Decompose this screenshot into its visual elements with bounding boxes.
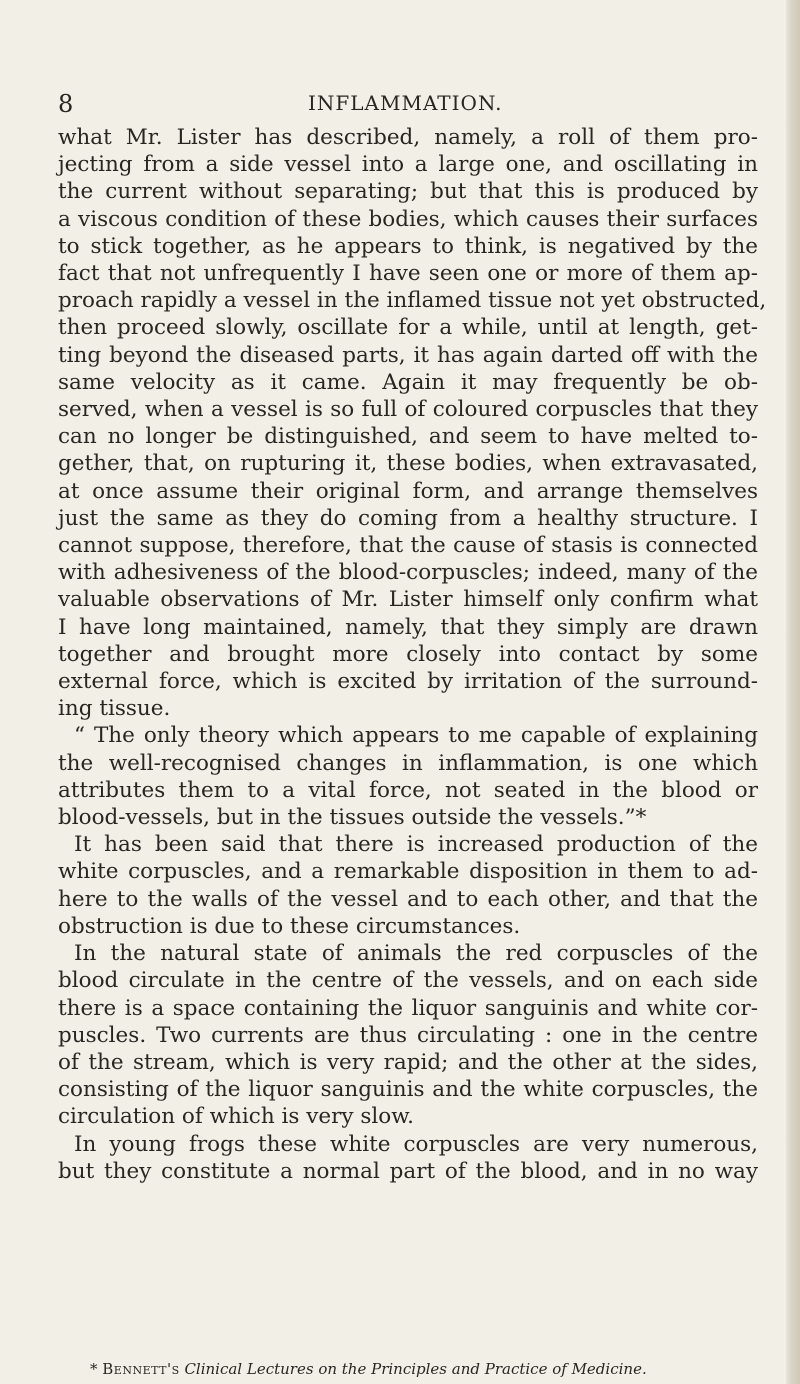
page-edge-shadow <box>786 0 800 1384</box>
footnote-author: Bennett's <box>102 1360 180 1378</box>
text-line: In the natural state of animals the red corpuscles of the <box>74 941 758 967</box>
text-line: together and brought more closely into contact by some <box>58 641 758 667</box>
text-line: what Mr. Lister has described, namely, a roll of them pro- <box>58 125 758 150</box>
text-line: valuable observations of Mr. Lister himself only confirm what <box>58 587 758 613</box>
text-line: puscles. Two currents are thus circulating : one in the centre <box>58 1022 758 1048</box>
text-line: of the stream, which is very rapid; and the other at the sides, <box>58 1049 758 1075</box>
text-line: but they constitute a normal part of the blood, and in no way <box>58 1158 758 1184</box>
text-line: I have long maintained, namely, that they simply are drawn <box>58 614 758 640</box>
running-head: INFLAMMATION. <box>308 91 503 115</box>
text-line: at once assume their original form, and arrange themselves <box>58 478 758 504</box>
text-line: blood circulate in the centre of the vessels, and on each side <box>58 968 758 994</box>
text-line: consisting of the liquor sanguinis and the white corpuscles, the <box>58 1077 758 1103</box>
text-line: to stick together, as he appears to think, is negatived by the <box>58 233 758 259</box>
quote-line: attributes them to a vital force, not seated in the blood or <box>58 777 758 803</box>
text-line: cannot suppose, therefore, that the cause of stasis is connected <box>58 533 758 559</box>
text-line: just the same as they do coming from a healthy structure. I <box>58 505 758 531</box>
text-line: same velocity as it came. Again it may frequently be ob- <box>58 369 758 395</box>
paragraph-end-line: circulation of which is very slow. <box>58 1104 414 1130</box>
text-line: then proceed slowly, oscillate for a while, until at length, get- <box>58 315 758 341</box>
text-line: It has been said that there is increased production of the <box>74 832 758 858</box>
text-line: white corpuscles, and a remarkable disposition in them to ad- <box>58 859 758 885</box>
page-number: 8 <box>58 90 74 118</box>
text-line: jecting from a side vessel into a large one, and oscillating in <box>58 152 758 178</box>
footnote-marker: * <box>90 1360 98 1378</box>
text-line: proach rapidly a vessel in the inflamed tissue not yet obstructed, <box>58 288 767 314</box>
text-line: external force, which is excited by irritation of the surround- <box>58 669 758 695</box>
text-line: there is a space containing the liquor sanguinis and white cor- <box>58 995 758 1021</box>
text-line: ting beyond the diseased parts, it has again darted off with the <box>58 342 758 368</box>
footnote-title: Clinical Lectures on the Principles and Practice of Medicine. <box>184 1360 647 1378</box>
footnote <box>90 1360 750 1378</box>
text-line: a viscous condition of these bodies, which causes their surfaces <box>58 206 758 232</box>
text-line: the current without separating; but that this is produced by <box>58 179 758 205</box>
text-line: fact that not unfrequently I have seen one or more of them ap- <box>58 261 758 287</box>
quote-line: “ The only theory which appears to me capable of explaining <box>74 723 758 749</box>
paragraph-end-line: obstruction is due to these circumstances. <box>58 913 521 939</box>
text-line: can no longer be distinguished, and seem to have melted to- <box>58 424 758 450</box>
quote-line: the well-recognised changes in inflammation, is one which <box>58 750 758 776</box>
text-line: served, when a vessel is so full of coloured corpuscles that they <box>58 397 758 423</box>
paragraph-end-line: ing tissue. <box>58 696 171 722</box>
page-header <box>58 90 748 120</box>
text-line: In young frogs these white corpuscles are very numerous, <box>74 1131 758 1157</box>
body-text <box>58 124 767 1185</box>
text-line: here to the walls of the vessel and to each other, and that the <box>58 886 758 912</box>
text-line: with adhesiveness of the blood-corpuscles; indeed, many of the <box>58 560 758 586</box>
text-line: gether, that, on rupturing it, these bodies, when extravasated, <box>58 451 758 477</box>
quote-end-line: blood-vessels, but in the tissues outside the vessels.”* <box>58 805 647 831</box>
